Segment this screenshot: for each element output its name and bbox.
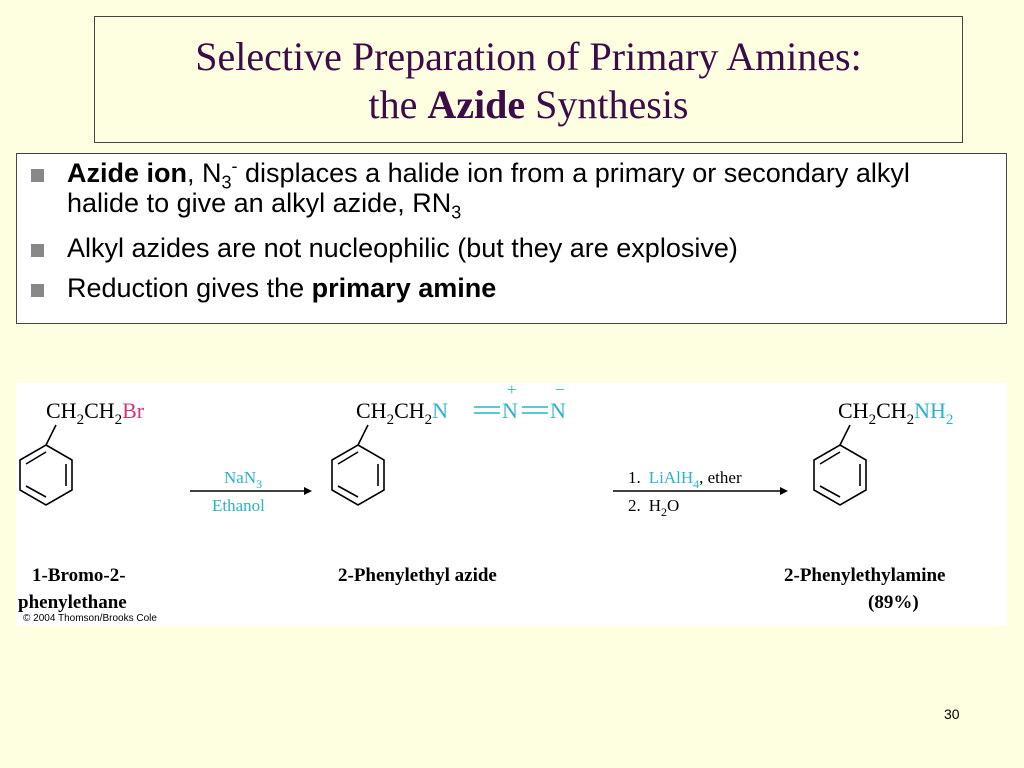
benzene-ring-2 (332, 425, 384, 505)
bullet-not-nucleophilic (67, 233, 738, 263)
step1-reagent: NaN$_3$ (224, 468, 263, 491)
amine-yield: (89%) (868, 592, 919, 613)
title-suffix: Synthesis (535, 82, 689, 127)
reactant-name-2: phenylethane (18, 592, 127, 613)
bullet-marker (31, 284, 44, 297)
amine-name: 2-Phenylethylamine (784, 565, 946, 586)
reaction-drawing (16, 383, 1007, 626)
bullet-azide-ion (67, 156, 967, 223)
bullet-1-sup: - (231, 156, 238, 176)
bullet-marker (31, 169, 44, 182)
bullet-1-text: displaces a halide ion from a primary or secondary alkyl halide to give an alkyl azide, RN (67, 158, 910, 218)
page-number: 30 (944, 706, 960, 722)
amine-formula: $CH_2CH_2NH_2$ (838, 398, 954, 428)
bullet-2-text: Alkyl azides are not nucleophilic (but they are explosive) (67, 233, 738, 263)
bullet-3-bold: primary amine (311, 273, 497, 303)
azide-plus-charge: + (507, 383, 517, 399)
azide-n3: N (550, 398, 566, 423)
bullet-1-n3: , N (187, 158, 222, 188)
bullet-3-text: Reduction gives the (67, 273, 312, 303)
benzene-ring-1 (20, 425, 72, 505)
bullet-reduction (67, 273, 496, 303)
bullet-list (16, 153, 1007, 324)
bullet-marker (31, 244, 44, 257)
azide-formula: $CH_2CH_2N$ (356, 398, 449, 428)
arrow-2-head (780, 487, 788, 495)
slide-title (94, 16, 963, 143)
step2-line1: 1. LiAlH$_4$, ether (628, 468, 742, 491)
benzene-ring-3 (814, 425, 866, 505)
step2-line2: 2. $H_2O$ (628, 496, 680, 519)
azide-n2: N (502, 398, 518, 423)
azide-name: 2-Phenylethyl azide (338, 565, 497, 586)
azide-minus-charge: − (555, 383, 565, 399)
title-prefix: the (368, 82, 418, 127)
reactant-name-1: 1-Bromo-2- (32, 565, 126, 586)
arrow-1-head (304, 487, 312, 495)
reaction-scheme (16, 383, 1007, 626)
bullet-1-sub2: 3 (451, 202, 462, 223)
reactant-formula: $CH_2CH_2Br$ (46, 398, 145, 428)
title-line-2 (95, 81, 962, 129)
title-bold: Azide (427, 82, 526, 127)
step1-solvent: Ethanol (212, 496, 265, 515)
bullet-1-sub: 3 (221, 172, 232, 193)
title-line-1: Selective Preparation of Primary Amines: (195, 34, 862, 79)
bullet-1-bold: Azide ion (67, 158, 187, 188)
copyright-notice: © 2004 Thomson/Brooks Cole (23, 613, 157, 624)
